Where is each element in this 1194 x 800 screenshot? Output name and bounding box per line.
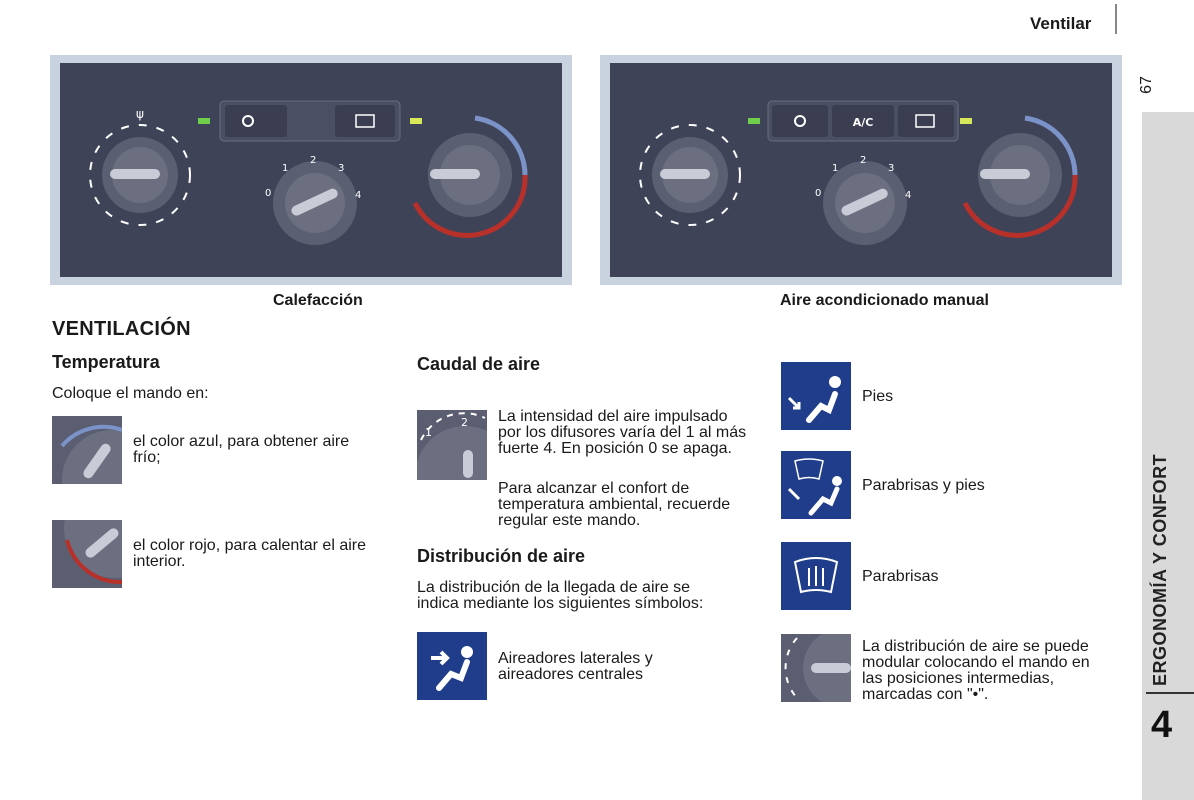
page-number: 67 — [1137, 76, 1155, 94]
svg-text:3: 3 — [888, 163, 895, 174]
led-yellow — [410, 118, 422, 124]
red-dial-thumbnail — [52, 520, 122, 588]
heating-panel-illustration — [60, 63, 562, 277]
svg-text:2: 2 — [310, 155, 317, 166]
caudal-paragraph-2: Para alcanzar el confort de temperatura ambiental, recuerde regular este mando. — [498, 480, 731, 529]
pies-label: Pies — [862, 388, 894, 405]
defrost-icon: ψ — [136, 107, 144, 121]
led-green — [198, 118, 210, 124]
distribucion-intro: La distribución de la llegada de aire se indica mediante los siguientes símbolos: — [417, 579, 704, 612]
caudal-paragraph-1: La intensidad del aire impulsado por los difusores varía del 1 al más fuerte 4. En posición 0 se apaga. — [498, 408, 747, 457]
laterales-text: Aireadores laterales y aireadores centrales — [498, 650, 653, 683]
svg-text:0: 0 — [265, 188, 272, 199]
svg-text:4: 4 — [905, 190, 912, 201]
header-divider — [1115, 4, 1117, 34]
ac-panel-photo — [600, 55, 1122, 285]
caudal-title: Caudal de aire — [417, 354, 541, 374]
blue-dial-thumbnail — [52, 416, 122, 484]
temperatura-red-text: el color rojo, para calentar el aire interior. — [133, 537, 367, 570]
distribution-dial-thumbnail — [781, 634, 851, 702]
svg-text:1: 1 — [425, 426, 432, 439]
feet-icon — [781, 362, 851, 430]
parabrisas-label: Parabrisas — [862, 568, 939, 585]
chapter-label: ERGONOMÍA Y CONFORT — [1150, 453, 1170, 686]
ac-panel-illustration — [610, 63, 1112, 277]
temperatura-blue-text: el color azul, para obtener aire frío; — [133, 433, 350, 466]
svg-text:2: 2 — [461, 416, 468, 429]
fan-dial-thumbnail — [417, 410, 487, 480]
parabrisas-pies-label: Parabrisas y pies — [862, 477, 985, 494]
windscreen-feet-icon — [781, 451, 851, 519]
svg-text:4: 4 — [355, 190, 362, 201]
chapter-number: 4 — [1151, 704, 1173, 746]
svg-text:0: 0 — [815, 188, 822, 199]
svg-text:1: 1 — [282, 163, 289, 174]
svg-text:3: 3 — [338, 163, 345, 174]
temperatura-title: Temperatura — [52, 352, 160, 372]
led-yellow — [960, 118, 972, 124]
distribucion-title: Distribución de aire — [417, 546, 586, 566]
svg-text:2: 2 — [860, 155, 867, 166]
temperatura-intro: Coloque el mando en: — [52, 385, 209, 402]
page-header-title: Ventilar — [1030, 14, 1092, 33]
ac-button-label: A/C — [852, 116, 874, 129]
heating-caption: Calefacción — [273, 292, 363, 309]
chapter-divider — [1146, 692, 1194, 694]
svg-text:1: 1 — [832, 163, 839, 174]
face-vents-icon — [417, 632, 487, 700]
heating-panel-photo — [50, 55, 572, 285]
ac-caption: Aire acondicionado manual — [780, 292, 989, 309]
modular-text: La distribución de aire se puede modular colocando el mando en las posiciones intermedias, marcadas con "•". — [862, 638, 1090, 703]
led-green — [748, 118, 760, 124]
section-title: VENTILACIÓN — [52, 318, 191, 340]
windscreen-icon — [781, 542, 851, 610]
